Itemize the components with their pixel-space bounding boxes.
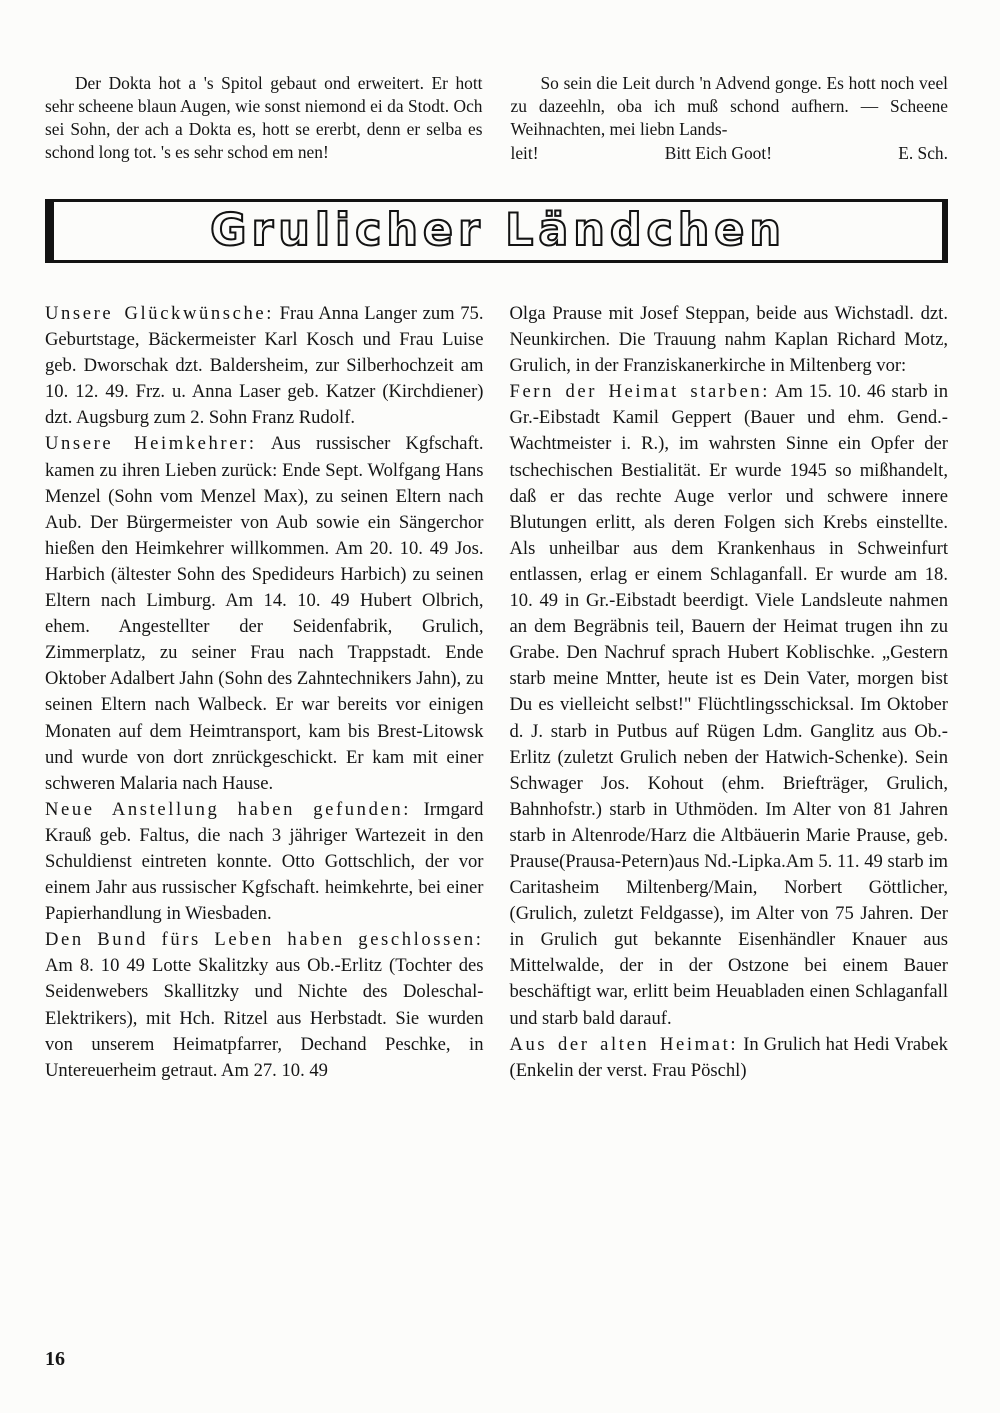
- page-number: 16: [45, 1348, 65, 1370]
- paragraph: Olga Prause mit Josef Steppan, beide aus Wichstadl. dzt. Neunkirchen. Die Trauung nahm Kaplan Richard Motz, Grulich, in der Franziskanerkirche in Miltenberg vor:: [509, 303, 948, 377]
- paragraph: Fern der Heimat starben: Am 15. 10. 46 starb in Gr.-Eibstadt Kamil Geppert (Bauer und ehm. Gend.-Wachtmeister i. R.), im wahrsten Sinne ein Opfer der tschechischen Bestialität. Er wurde 1945 so mißhandelt, daß er das rechte Auge verlor und schwere innere Blutungen erlitt, als deren Folgen sich Krebs einstellte. Als unheilbar aus dem Krankenhaus in Schweinfurt entlassen, erlag er einem Schlaganfall. Er wurde am 18. 10. 49 in Gr.-Eibstadt beerdigt. Viele Landsleute nahmen an dem Begräbnis teil, Bauern der Heimat trugen ihn zu Grabe. Den Nachruf sprach Hubert Koblischke. „Gestern starb meine Mntter, heute ist es Dein Vater, morgen bist Du es vielleicht selbst!" Flüchtlingsschicksal. Im Oktober d. J. starb in Putbus auf Rügen Ldm. Ganglitz aus Ob.-Erlitz (zuletzt Grulich neben der Hatwich-Schenke). Sein Schwager Jos. Kohout (ehm. Briefträger, Grulich, Bahnhofstr.) starb in Uthmöden. Im Alter von 81 Jahren starb in Altenrode/Harz die Altbäuerin Marie Prause, geb. Prause(Prausa-Petern)aus Nd.-Lipka.Am 5. 11. 49 starb im Caritasheim Miltenberg/Main, Norbert Göttlicher, (Grulich, zuletzt Feldgasse), im Alter von 75 Jahren. Der in Grulich gut bekannte Eisenhändler Knauer aus Mittelwalde, der in der Ostzone bei einem Bauer beschäftigt war, erlitt beim Heuabladen einen Schlaganfall und starb bald darauf.: [509, 381, 949, 1029]
- banner-art: [54, 203, 942, 259]
- banner-title: Grulicher Ländchen: [210, 204, 786, 256]
- paragraph: Neue Anstellung haben gefunden: Irmgard Krauß geb. Faltus, die nach 3 jähriger Wartezeit in den Schuldienst eintreten konnte. Otto Gottschlich, der vor einem Jahr aus russischer Kgfschaft. heimkehrte, bei einer Papierhandlung in Wiesbaden.: [45, 798, 484, 925]
- paragraph: Unsere Glückwünsche: Frau Anna Langer zum 75. Geburtstage, Bäckermeister Karl Kosch und Frau Luise geb. Dworschak dzt. Baldersheim, zur Silberhochzeit am 10. 12. 49. Frz. u. Anna Laser geb. Katzer (Kirchdiener) dzt. Augsburg zum 2. Sohn Franz Rudolf.: [45, 303, 484, 429]
- paragraph-lead: Unsere Glückwünsche:: [45, 303, 274, 324]
- intro-right-tail-line: [511, 142, 949, 165]
- paragraph-lead: Unsere Heimkehrer:: [45, 433, 257, 455]
- body-right-column: [510, 301, 949, 1084]
- intro-tail-signature: E. Sch.: [898, 143, 948, 163]
- intro-tail-left: leit!: [510, 143, 539, 163]
- paragraph: Unsere Heimkehrer: Aus russischer Kgfschaft. kamen zu ihren Lieben zurück: Ende Sept. Wolfgang Hans Menzel (Sohn vom Menzel Max), zu seinen Eltern nach Aub. Der Bürgermeister von Aub sowie ein Sängerchor hießen den Heimkehrer willkommen. Am 20. 10. 49 Jos. Harbich (ältester Sohn des Spedideurs Harbich) zu seinen Eltern nach Limburg. Am 14. 10. 49 Hubert Olbrich, ehem. Angestellter der Seidenfabrik, Grulich, Zimmerplatz, zu seiner Frau nach Trappstadt. Ende Oktober Adalbert Jahn (Sohn des Zahntechnikers Jahn), zu seinen Eltern nach Walbeck. Er war bereits vor einigen Monaten auf dem Heimtransport, kam bis Brest-Litowsk und wurde von dort znrückgeschickt. Er kam mit einer schweren Malaria nach Hause.: [45, 433, 484, 794]
- intro-tail-center: Bitt Eich Goot!: [664, 143, 772, 163]
- paragraph-lead: Neue Anstellung haben gefunden:: [45, 798, 411, 820]
- section-banner: [45, 199, 948, 263]
- intro-right-column: [511, 72, 949, 165]
- body-left-column: [45, 301, 484, 1084]
- paragraph-lead: Aus der alten Heimat:: [509, 1033, 739, 1055]
- paragraph-lead: Fern der Heimat starben:: [509, 381, 771, 403]
- paragraph: Aus der alten Heimat: In Grulich hat Hedi Vrabek (Enkelin der verst. Frau Pöschl): [509, 1033, 948, 1081]
- intro-section: [0, 0, 1000, 165]
- paragraph-lead: Den Bund fürs Leben haben geschlossen:: [45, 929, 484, 951]
- paragraph: Den Bund fürs Leben haben geschlossen: Am 8. 10 49 Lotte Skalitzky aus Ob.-Erlitz (Tochter des Seidenwebers Skallitzky und Nichte des Doleschal-Elektrikers), mit Hch. Ritzel aus Herbstadt. Sie wurden von unserem Heimatpfarrer, Dechand Peschke, in Untereuerheim getraut. Am 27. 10. 49: [45, 929, 484, 1081]
- article-body: [0, 263, 1000, 1084]
- intro-left-paragraph: Der Dokta hot a 's Spitol gebaut ond erweitert. Er hott sehr scheene blaun Augen, wie sonst niemond ei da Stodt. Och sei Sohn, der ach a Dokta es, hott se ererbt, denn er selba es schond long tot. 's es sehr schod em nen!: [45, 73, 483, 162]
- intro-left-column: [45, 72, 483, 165]
- intro-right-paragraph: So sein die Leit durch 'n Advend gonge. Es hott noch veel zu dazeehln, oba ich muß schond aufhern. — Scheene Weihnachten, mei liebn Lands-: [510, 73, 948, 139]
